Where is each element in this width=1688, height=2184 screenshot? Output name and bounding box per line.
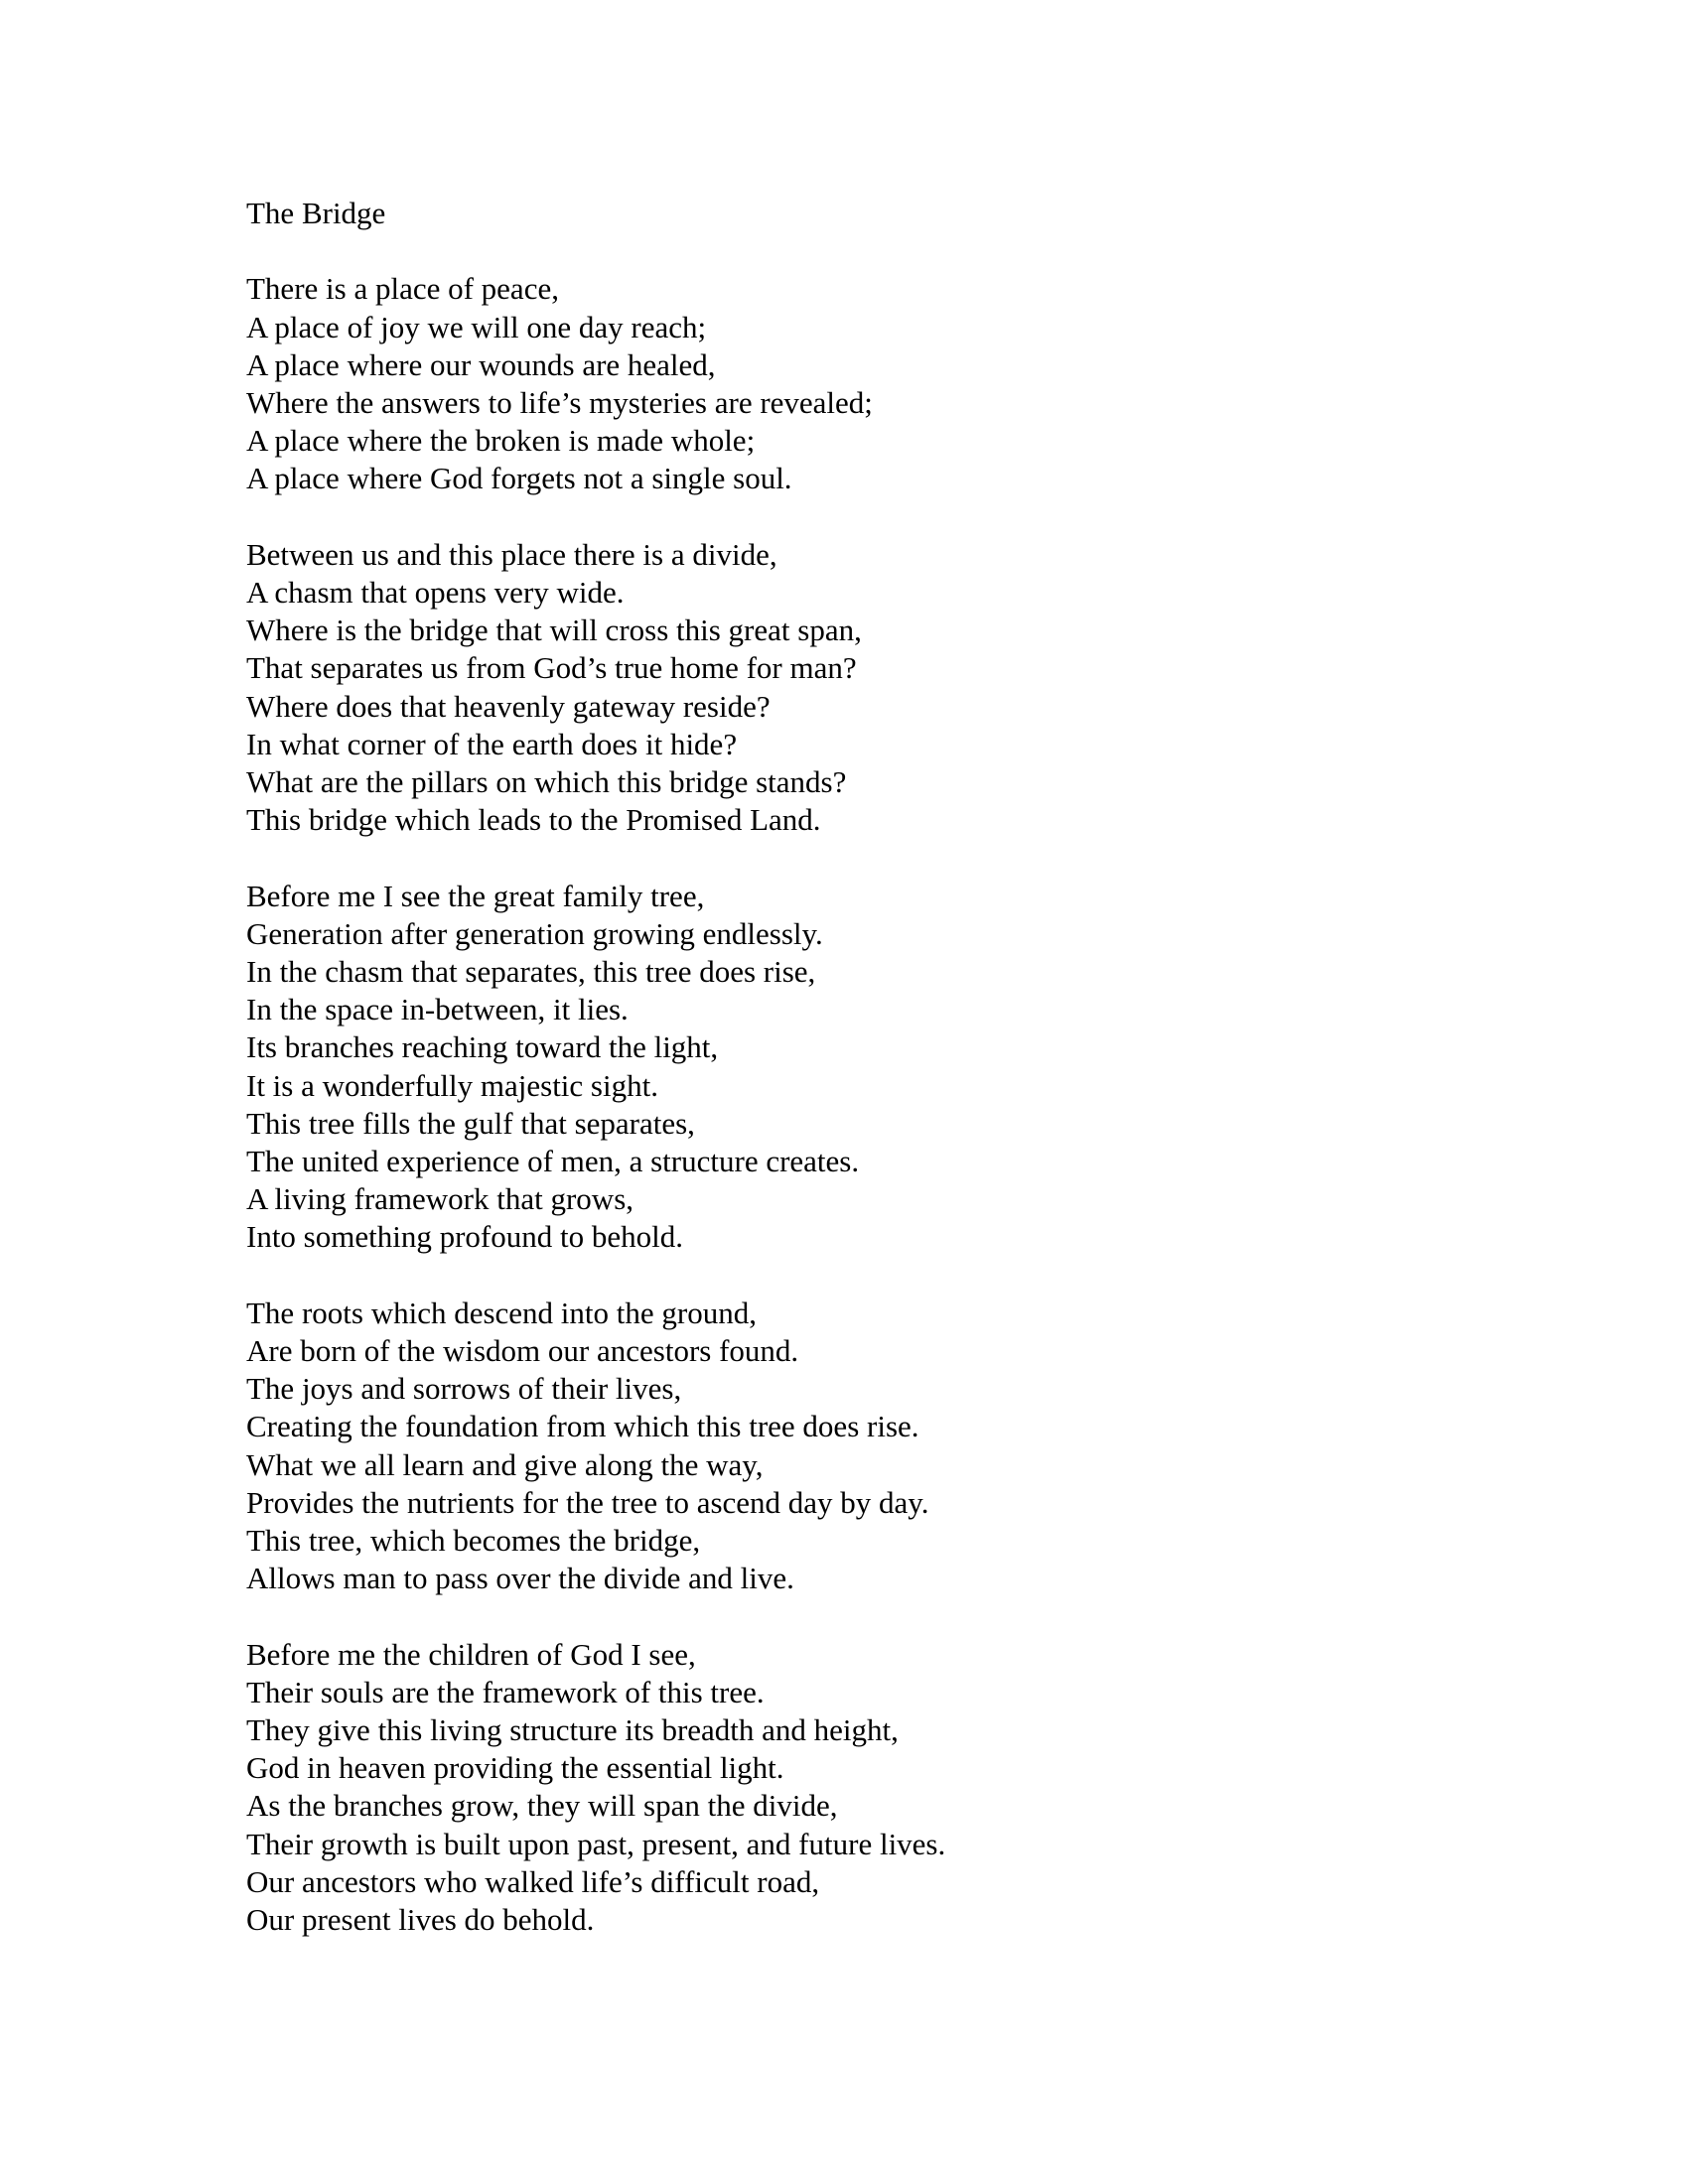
poem-line: The joys and sorrows of their lives, (246, 1371, 682, 1407)
poem-line: Where is the bridge that will cross this great span, (246, 613, 862, 648)
poem-line: Provides the nutrients for the tree to ascend day by day. (246, 1484, 929, 1520)
poem-line: Before me the children of God I see, (246, 1636, 696, 1672)
poem-line: Between us and this place there is a divide, (246, 536, 777, 572)
poem-line: A living framework that grows, (246, 1181, 634, 1217)
poem-line: In what corner of the earth does it hide? (246, 726, 738, 761)
poem-page (246, 195, 1537, 1977)
poem-line: Our ancestors who walked life’s difficult road, (246, 1863, 820, 1899)
poem-line: They give this living structure its breadth and height, (246, 1712, 899, 1748)
poem-line: Our present lives do behold. (246, 1902, 595, 1938)
poem-line: What are the pillars on which this bridge stands? (246, 764, 847, 800)
poem-line: This bridge which leads to the Promised Land. (246, 802, 821, 838)
poem-line: A chasm that opens very wide. (246, 575, 625, 610)
poem-line: Generation after generation growing endlessly. (246, 915, 823, 951)
poem-line: A place where God forgets not a single soul. (246, 461, 792, 496)
poem-line: In the space in-between, it lies. (246, 992, 629, 1027)
stanza-3 (246, 878, 1537, 1257)
stanza-1 (246, 270, 1537, 497)
poem-line: Before me I see the great family tree, (246, 878, 705, 913)
poem-line: This tree, which becomes the bridge, (246, 1523, 701, 1559)
poem-line: A place of joy we will one day reach; (246, 309, 707, 344)
poem-line: What we all learn and give along the way, (246, 1446, 764, 1482)
poem-line: In the chasm that separates, this tree does rise, (246, 954, 816, 990)
poem-line: As the branches grow, they will span the divide, (246, 1788, 838, 1824)
poem-line: That separates us from God’s true home for man? (246, 650, 857, 686)
poem-line: Its branches reaching toward the light, (246, 1029, 719, 1065)
poem-line: This tree fills the gulf that separates, (246, 1105, 695, 1141)
poem-line: Where does that heavenly gateway reside? (246, 688, 771, 724)
poem-line: Their souls are the framework of this tree. (246, 1674, 765, 1709)
stanza-4 (246, 1295, 1537, 1598)
poem-line: A place where the broken is made whole; (246, 423, 756, 459)
poem-line: God in heaven providing the essential light. (246, 1750, 784, 1786)
stanza-5 (246, 1636, 1537, 1940)
poem-line: There is a place of peace, (246, 271, 559, 307)
poem-line: A place where our wounds are healed, (246, 346, 716, 382)
poem-line: Creating the foundation from which this tree does rise. (246, 1409, 919, 1444)
stanza-2 (246, 536, 1537, 840)
poem-line: The roots which descend into the ground, (246, 1295, 757, 1330)
poem-title: The Bridge (246, 196, 386, 230)
poem-line: Their growth is built upon past, present, and future lives. (246, 1826, 946, 1861)
poem-line: Allows man to pass over the divide and live. (246, 1561, 794, 1596)
poem-line: Where the answers to life’s mysteries are revealed; (246, 385, 873, 420)
poem-line: Are born of the wisdom our ancestors found. (246, 1333, 799, 1369)
poem-line: The united experience of men, a structure creates. (246, 1144, 860, 1179)
poem-line: It is a wonderfully majestic sight. (246, 1067, 658, 1103)
poem-line: Into something profound to behold. (246, 1219, 683, 1255)
